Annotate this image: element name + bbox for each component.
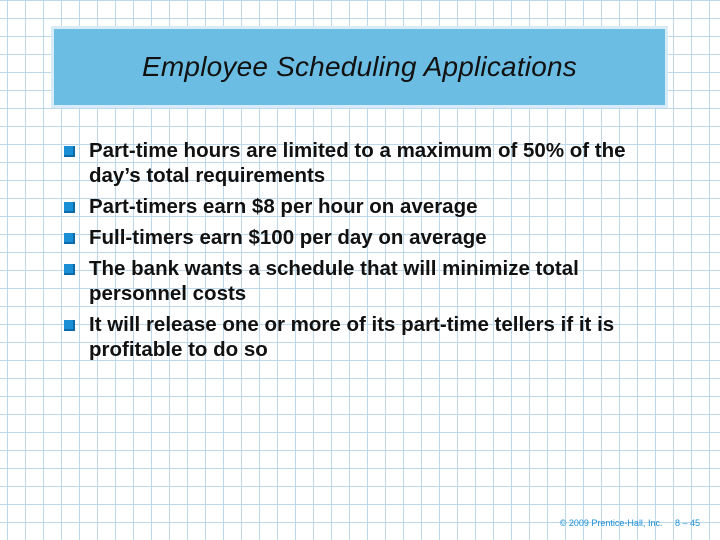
bullet-text: Full-timers earn $100 per day on average [89,226,487,249]
list-item [64,138,674,188]
bullet-text: Part-time hours are limited to a maximum of 50% of the day’s total requirements [89,139,626,187]
square-bullet-icon [64,233,75,244]
bullet-text: It will release one or more of its part-time tellers if it is profitable to do so [89,313,615,361]
square-bullet-icon [64,264,75,275]
bullet-list [64,138,674,368]
square-bullet-icon [64,146,75,157]
square-bullet-icon [64,202,75,213]
square-bullet-icon [64,320,75,331]
slide-footer [560,518,700,528]
list-item [64,312,674,362]
list-item [64,194,674,219]
list-item [64,256,674,306]
title-bar [51,26,668,108]
copyright-text: © 2009 Prentice-Hall, Inc. [559,518,663,528]
page-title: Employee Scheduling Applications [142,51,577,82]
page-number: 8 – 45 [674,518,700,528]
bullet-text: Part-timers earn $8 per hour on average [89,195,478,218]
list-item [64,225,674,250]
bullet-text: The bank wants a schedule that will minimize total personnel costs [89,257,579,305]
